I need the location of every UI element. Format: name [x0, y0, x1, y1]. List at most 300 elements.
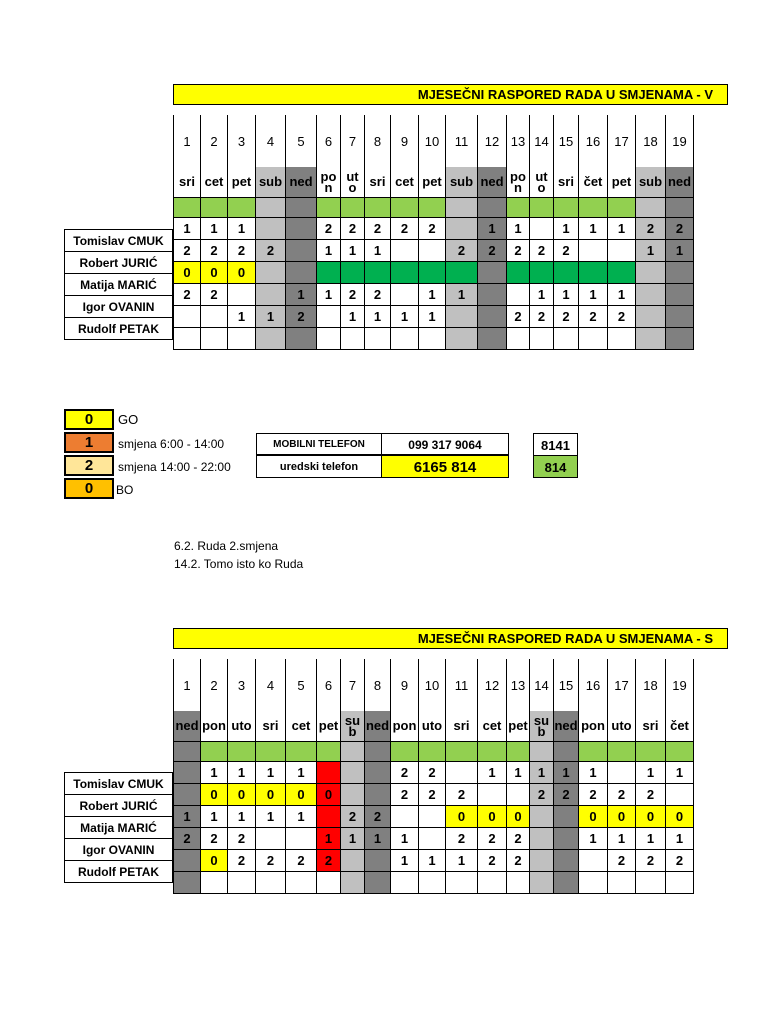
shift-cell[interactable]: 0: [228, 783, 256, 805]
shift-cell[interactable]: 0: [201, 261, 228, 283]
day-number: 18: [636, 115, 666, 167]
day-number: 3: [228, 659, 256, 711]
shift-cell[interactable]: 0: [286, 783, 317, 805]
shift-cell[interactable]: [636, 261, 666, 283]
day-marker: [201, 741, 228, 761]
shift-cell[interactable]: 2: [446, 783, 478, 805]
shift-cell[interactable]: 2: [286, 305, 317, 327]
shift-cell[interactable]: 2: [419, 783, 446, 805]
shift-cell[interactable]: 1: [228, 217, 256, 239]
shift-cell[interactable]: [530, 327, 554, 349]
shift-cell[interactable]: [391, 239, 419, 261]
shift-cell[interactable]: [365, 783, 391, 805]
shift-cell[interactable]: 2: [446, 239, 478, 261]
shift-cell[interactable]: [317, 261, 341, 283]
employee-name: Robert JURIĆ: [65, 795, 173, 817]
shift-cell[interactable]: [391, 871, 419, 893]
shift-cell[interactable]: [419, 261, 446, 283]
legend-label: BO: [116, 483, 134, 497]
day-name: ned: [286, 167, 317, 197]
shift-cell[interactable]: 1: [666, 827, 694, 849]
shift-cell[interactable]: 2: [608, 305, 636, 327]
shift-cell[interactable]: 1: [446, 849, 478, 871]
day-name: cet: [286, 711, 317, 741]
shift-cell[interactable]: [554, 805, 579, 827]
day-number: 12: [478, 115, 507, 167]
shift-cell[interactable]: [341, 761, 365, 783]
shift-cell[interactable]: [256, 217, 286, 239]
shift-cell[interactable]: 1: [478, 217, 507, 239]
table-row: [174, 239, 694, 261]
shift-cell[interactable]: 1: [228, 305, 256, 327]
employee-name: Robert JURIĆ: [65, 252, 173, 274]
day-number: 13: [507, 115, 530, 167]
day-marker: [446, 741, 478, 761]
shift-cell[interactable]: [174, 327, 201, 349]
shift-cell[interactable]: 0: [579, 805, 608, 827]
shift-cell[interactable]: 1: [507, 761, 530, 783]
shift-cell[interactable]: [579, 261, 608, 283]
shift-cell[interactable]: [554, 261, 579, 283]
shift-cell[interactable]: 1: [530, 761, 554, 783]
shift-cell[interactable]: [530, 805, 554, 827]
shift-cell[interactable]: 2: [636, 217, 666, 239]
shift-cell[interactable]: [317, 327, 341, 349]
shift-cell[interactable]: [201, 871, 228, 893]
shift-cell[interactable]: 2: [341, 283, 365, 305]
shift-cell[interactable]: 1: [636, 239, 666, 261]
shift-cell[interactable]: [666, 871, 694, 893]
shift-cell[interactable]: 0: [317, 783, 341, 805]
shift-cell[interactable]: [530, 261, 554, 283]
employee-name: Matija MARIĆ: [65, 274, 173, 296]
shift-cell[interactable]: [478, 283, 507, 305]
shift-cell[interactable]: [419, 805, 446, 827]
day-marker: [608, 197, 636, 217]
shift-cell[interactable]: [554, 327, 579, 349]
shift-cell[interactable]: [554, 827, 579, 849]
shift-cell[interactable]: 0: [174, 261, 201, 283]
shift-cell[interactable]: 2: [201, 239, 228, 261]
shift-cell[interactable]: 2: [365, 283, 391, 305]
shift-cell[interactable]: 2: [530, 239, 554, 261]
shift-cell[interactable]: 0: [201, 849, 228, 871]
shift-cell[interactable]: [446, 871, 478, 893]
shift-cell[interactable]: 1: [365, 827, 391, 849]
day-marker: [174, 197, 201, 217]
shift-cell[interactable]: 2: [507, 827, 530, 849]
shift-cell[interactable]: 1: [201, 217, 228, 239]
shift-cell[interactable]: 2: [666, 217, 694, 239]
shift-cell[interactable]: [256, 871, 286, 893]
shift-cell[interactable]: 1: [666, 239, 694, 261]
day-marker: [174, 741, 201, 761]
day-number: 1: [174, 659, 201, 711]
shift-cell[interactable]: 1: [365, 305, 391, 327]
shift-cell[interactable]: [365, 327, 391, 349]
shift-cell[interactable]: 1: [419, 305, 446, 327]
shift-cell[interactable]: 2: [507, 239, 530, 261]
shift-cell[interactable]: [256, 261, 286, 283]
shift-cell[interactable]: 1: [256, 805, 286, 827]
shift-cell[interactable]: [174, 305, 201, 327]
day-name: pet: [507, 711, 530, 741]
shift-cell[interactable]: [530, 871, 554, 893]
day-marker: [286, 197, 317, 217]
shift-cell[interactable]: 2: [666, 849, 694, 871]
day-marker: [579, 197, 608, 217]
shift-cell[interactable]: 2: [507, 849, 530, 871]
shift-cell[interactable]: [317, 761, 341, 783]
shift-cell[interactable]: 1: [391, 849, 419, 871]
legend-label: GO: [118, 412, 139, 427]
shift-cell[interactable]: 0: [478, 805, 507, 827]
shift-cell[interactable]: 2: [256, 239, 286, 261]
shift-cell[interactable]: 2: [636, 783, 666, 805]
day-number: 8: [365, 115, 391, 167]
shift-cell[interactable]: [228, 283, 256, 305]
shift-cell[interactable]: [286, 871, 317, 893]
shift-cell[interactable]: [666, 783, 694, 805]
shift-cell[interactable]: [341, 849, 365, 871]
day-marker: [365, 197, 391, 217]
shift-cell[interactable]: [579, 327, 608, 349]
day-name: sri: [365, 167, 391, 197]
shift-cell[interactable]: 2: [391, 761, 419, 783]
shift-cell[interactable]: 1: [201, 761, 228, 783]
shift-cell[interactable]: 0: [201, 783, 228, 805]
shift-cell[interactable]: [391, 327, 419, 349]
shift-cell[interactable]: 2: [174, 827, 201, 849]
shift-cell[interactable]: 1: [554, 761, 579, 783]
shift-cell[interactable]: [554, 849, 579, 871]
shift-cell[interactable]: [419, 827, 446, 849]
shift-cell[interactable]: [317, 871, 341, 893]
shift-cell[interactable]: 1: [666, 761, 694, 783]
shift-cell[interactable]: [201, 327, 228, 349]
shift-cell[interactable]: 1: [174, 217, 201, 239]
shift-cell[interactable]: 2: [365, 805, 391, 827]
shift-cell[interactable]: 1: [286, 805, 317, 827]
shift-cell[interactable]: [365, 761, 391, 783]
shift-cell[interactable]: 2: [579, 305, 608, 327]
schedule-grid-2: [173, 659, 694, 894]
shift-cell[interactable]: [341, 783, 365, 805]
shift-cell[interactable]: [391, 805, 419, 827]
shift-cell[interactable]: 1: [608, 283, 636, 305]
shift-cell[interactable]: [446, 305, 478, 327]
shift-cell[interactable]: [365, 871, 391, 893]
shift-cell[interactable]: [636, 283, 666, 305]
shift-cell[interactable]: 1: [317, 283, 341, 305]
shift-cell[interactable]: [419, 871, 446, 893]
legend-swatch: 2: [64, 455, 114, 476]
shift-cell[interactable]: [530, 217, 554, 239]
day-number: 12: [478, 659, 507, 711]
shift-cell[interactable]: 0: [446, 805, 478, 827]
day-marker: [530, 741, 554, 761]
shift-cell[interactable]: [530, 827, 554, 849]
shift-cell[interactable]: 1: [228, 761, 256, 783]
day-marker: [256, 741, 286, 761]
day-marker: [228, 197, 256, 217]
shift-cell[interactable]: 1: [341, 305, 365, 327]
shift-cell[interactable]: [446, 327, 478, 349]
shift-cell[interactable]: 1: [419, 849, 446, 871]
employee-name: Rudolf PETAK: [65, 318, 173, 340]
shift-cell[interactable]: [579, 849, 608, 871]
day-marker: [554, 741, 579, 761]
day-marker: [341, 741, 365, 761]
mobile-value: 099 317 9064: [381, 433, 509, 455]
shift-cell[interactable]: 1: [365, 239, 391, 261]
shift-cell[interactable]: [507, 327, 530, 349]
shift-cell[interactable]: 2: [608, 783, 636, 805]
shift-cell[interactable]: [608, 761, 636, 783]
shift-cell[interactable]: 1: [579, 283, 608, 305]
employee-name: Igor OVANIN: [65, 296, 173, 318]
shift-cell[interactable]: 2: [286, 849, 317, 871]
shift-cell[interactable]: [608, 327, 636, 349]
shift-cell[interactable]: 1: [530, 283, 554, 305]
shift-cell[interactable]: 1: [608, 217, 636, 239]
shift-cell[interactable]: 2: [317, 849, 341, 871]
shift-cell[interactable]: [507, 261, 530, 283]
shift-cell[interactable]: [365, 849, 391, 871]
shift-cell[interactable]: 1: [554, 283, 579, 305]
day-marker: [608, 741, 636, 761]
shift-cell[interactable]: [579, 871, 608, 893]
day-name: ut o: [341, 167, 365, 197]
day-name: sri: [446, 711, 478, 741]
shift-cell[interactable]: [666, 327, 694, 349]
shift-cell[interactable]: [554, 871, 579, 893]
shift-cell[interactable]: 1: [201, 805, 228, 827]
shift-cell[interactable]: 2: [478, 827, 507, 849]
day-name: pet: [228, 167, 256, 197]
day-name: pon: [391, 711, 419, 741]
legend-label: smjena 6:00 - 14:00: [118, 437, 225, 451]
shift-cell[interactable]: 2: [478, 239, 507, 261]
shift-cell[interactable]: 2: [579, 783, 608, 805]
shift-cell[interactable]: [286, 217, 317, 239]
shift-cell[interactable]: [530, 849, 554, 871]
day-marker: [286, 741, 317, 761]
shift-cell[interactable]: 2: [391, 217, 419, 239]
shift-cell[interactable]: 1: [286, 761, 317, 783]
shift-cell[interactable]: [608, 261, 636, 283]
shift-cell[interactable]: 1: [446, 283, 478, 305]
shift-cell[interactable]: 1: [419, 283, 446, 305]
shift-cell[interactable]: [256, 827, 286, 849]
shift-cell[interactable]: 1: [341, 827, 365, 849]
shift-cell[interactable]: [256, 283, 286, 305]
shift-cell[interactable]: 1: [317, 239, 341, 261]
shift-cell[interactable]: [608, 871, 636, 893]
shift-cell[interactable]: 1: [317, 827, 341, 849]
shift-cell[interactable]: [478, 783, 507, 805]
shift-cell[interactable]: 2: [174, 239, 201, 261]
day-number: 6: [317, 115, 341, 167]
shift-cell[interactable]: [317, 305, 341, 327]
shift-cell[interactable]: 2: [228, 827, 256, 849]
shift-cell[interactable]: 2: [530, 305, 554, 327]
shift-cell[interactable]: [286, 239, 317, 261]
shift-cell[interactable]: 2: [365, 217, 391, 239]
shift-cell[interactable]: 1: [579, 827, 608, 849]
shift-cell[interactable]: 0: [256, 783, 286, 805]
shift-cell[interactable]: 1: [636, 761, 666, 783]
shift-cell[interactable]: 0: [636, 805, 666, 827]
day-number: 9: [391, 659, 419, 711]
day-marker: [419, 197, 446, 217]
shift-cell[interactable]: 1: [478, 761, 507, 783]
day-name: sub: [256, 167, 286, 197]
shift-cell[interactable]: 1: [256, 305, 286, 327]
shift-cell[interactable]: [341, 261, 365, 283]
day-name: ned: [554, 711, 579, 741]
shift-cell[interactable]: 2: [554, 305, 579, 327]
shift-cell[interactable]: [478, 327, 507, 349]
table-row: [174, 827, 694, 849]
shift-cell[interactable]: [478, 305, 507, 327]
shift-cell[interactable]: 1: [579, 761, 608, 783]
shift-cell[interactable]: [579, 239, 608, 261]
shift-cell[interactable]: [478, 871, 507, 893]
table-row: [174, 261, 694, 283]
shift-cell[interactable]: 2: [507, 305, 530, 327]
schedule-title-2: MJESEČNI RASPORED RADA U SMJENAMA - S: [173, 628, 728, 649]
shift-cell[interactable]: 1: [391, 827, 419, 849]
shift-cell[interactable]: [636, 305, 666, 327]
day-name: su b: [530, 711, 554, 741]
day-name: uto: [608, 711, 636, 741]
shift-cell[interactable]: [341, 327, 365, 349]
shift-cell[interactable]: 2: [446, 827, 478, 849]
legend-swatch: 0: [64, 478, 114, 499]
shift-cell[interactable]: [507, 283, 530, 305]
shift-cell[interactable]: 2: [256, 849, 286, 871]
shift-cell[interactable]: 1: [391, 305, 419, 327]
shift-cell[interactable]: 2: [174, 283, 201, 305]
shift-cell[interactable]: 1: [507, 217, 530, 239]
shift-cell[interactable]: 2: [530, 783, 554, 805]
day-number: 5: [286, 115, 317, 167]
shift-cell[interactable]: 1: [608, 827, 636, 849]
shift-cell[interactable]: [201, 305, 228, 327]
day-number: 4: [256, 659, 286, 711]
shift-cell[interactable]: 2: [478, 849, 507, 871]
shift-cell[interactable]: 2: [391, 783, 419, 805]
shift-cell[interactable]: [507, 871, 530, 893]
day-number: 9: [391, 115, 419, 167]
day-name: cet: [391, 167, 419, 197]
shift-cell[interactable]: [666, 305, 694, 327]
shift-cell[interactable]: [317, 805, 341, 827]
shift-cell[interactable]: [365, 261, 391, 283]
shift-cell[interactable]: [391, 261, 419, 283]
shift-cell[interactable]: [478, 261, 507, 283]
shift-cell[interactable]: 1: [341, 239, 365, 261]
day-name: pet: [317, 711, 341, 741]
shift-cell[interactable]: 2: [317, 217, 341, 239]
shift-cell[interactable]: 1: [554, 217, 579, 239]
shift-cell[interactable]: [419, 327, 446, 349]
mobile-label: MOBILNI TELEFON: [256, 433, 382, 455]
shift-cell[interactable]: [174, 871, 201, 893]
day-name: pet: [419, 167, 446, 197]
shift-cell[interactable]: [608, 239, 636, 261]
shift-cell[interactable]: [174, 849, 201, 871]
shift-cell[interactable]: 0: [608, 805, 636, 827]
shift-cell[interactable]: [446, 261, 478, 283]
shift-cell[interactable]: 2: [636, 849, 666, 871]
day-marker: [636, 197, 666, 217]
shift-cell[interactable]: 1: [174, 805, 201, 827]
shift-cell[interactable]: 0: [228, 261, 256, 283]
shift-cell[interactable]: 2: [419, 761, 446, 783]
table-row: [174, 217, 694, 239]
shift-cell[interactable]: 2: [228, 239, 256, 261]
shift-cell[interactable]: [174, 761, 201, 783]
shift-cell[interactable]: 2: [341, 805, 365, 827]
table-row: [174, 849, 694, 871]
shift-cell[interactable]: 2: [419, 217, 446, 239]
day-name: uto: [228, 711, 256, 741]
shift-cell[interactable]: [446, 217, 478, 239]
shift-cell[interactable]: [228, 871, 256, 893]
day-name: po n: [507, 167, 530, 197]
shift-cell[interactable]: 1: [636, 827, 666, 849]
shift-cell[interactable]: 2: [554, 239, 579, 261]
shift-cell[interactable]: [636, 871, 666, 893]
shift-cell[interactable]: 0: [666, 805, 694, 827]
shift-cell[interactable]: 1: [579, 217, 608, 239]
shift-cell[interactable]: 2: [201, 283, 228, 305]
shift-cell[interactable]: 1: [286, 283, 317, 305]
legend-label: smjena 14:00 - 22:00: [118, 460, 231, 474]
shift-cell[interactable]: [666, 261, 694, 283]
day-marker: [419, 741, 446, 761]
shift-cell[interactable]: [256, 327, 286, 349]
shift-cell[interactable]: [174, 783, 201, 805]
shift-cell[interactable]: 2: [554, 783, 579, 805]
shift-cell[interactable]: [286, 261, 317, 283]
shift-cell[interactable]: 0: [507, 805, 530, 827]
day-name: ned: [478, 167, 507, 197]
shift-cell[interactable]: [286, 827, 317, 849]
shift-cell[interactable]: 2: [201, 827, 228, 849]
shift-cell[interactable]: [446, 761, 478, 783]
shift-cell[interactable]: [341, 871, 365, 893]
day-number: 19: [666, 659, 694, 711]
employee-name: Rudolf PETAK: [65, 861, 173, 883]
shift-cell[interactable]: [507, 783, 530, 805]
shift-cell[interactable]: [636, 327, 666, 349]
shift-cell[interactable]: [286, 327, 317, 349]
shift-cell[interactable]: [391, 283, 419, 305]
shift-cell[interactable]: [666, 283, 694, 305]
shift-cell[interactable]: 1: [228, 805, 256, 827]
shift-cell[interactable]: [419, 239, 446, 261]
shift-cell[interactable]: 2: [341, 217, 365, 239]
shift-cell[interactable]: [228, 327, 256, 349]
shift-cell[interactable]: 1: [256, 761, 286, 783]
shift-cell[interactable]: 2: [608, 849, 636, 871]
day-number: 10: [419, 659, 446, 711]
shift-cell[interactable]: 2: [228, 849, 256, 871]
day-number: 4: [256, 115, 286, 167]
